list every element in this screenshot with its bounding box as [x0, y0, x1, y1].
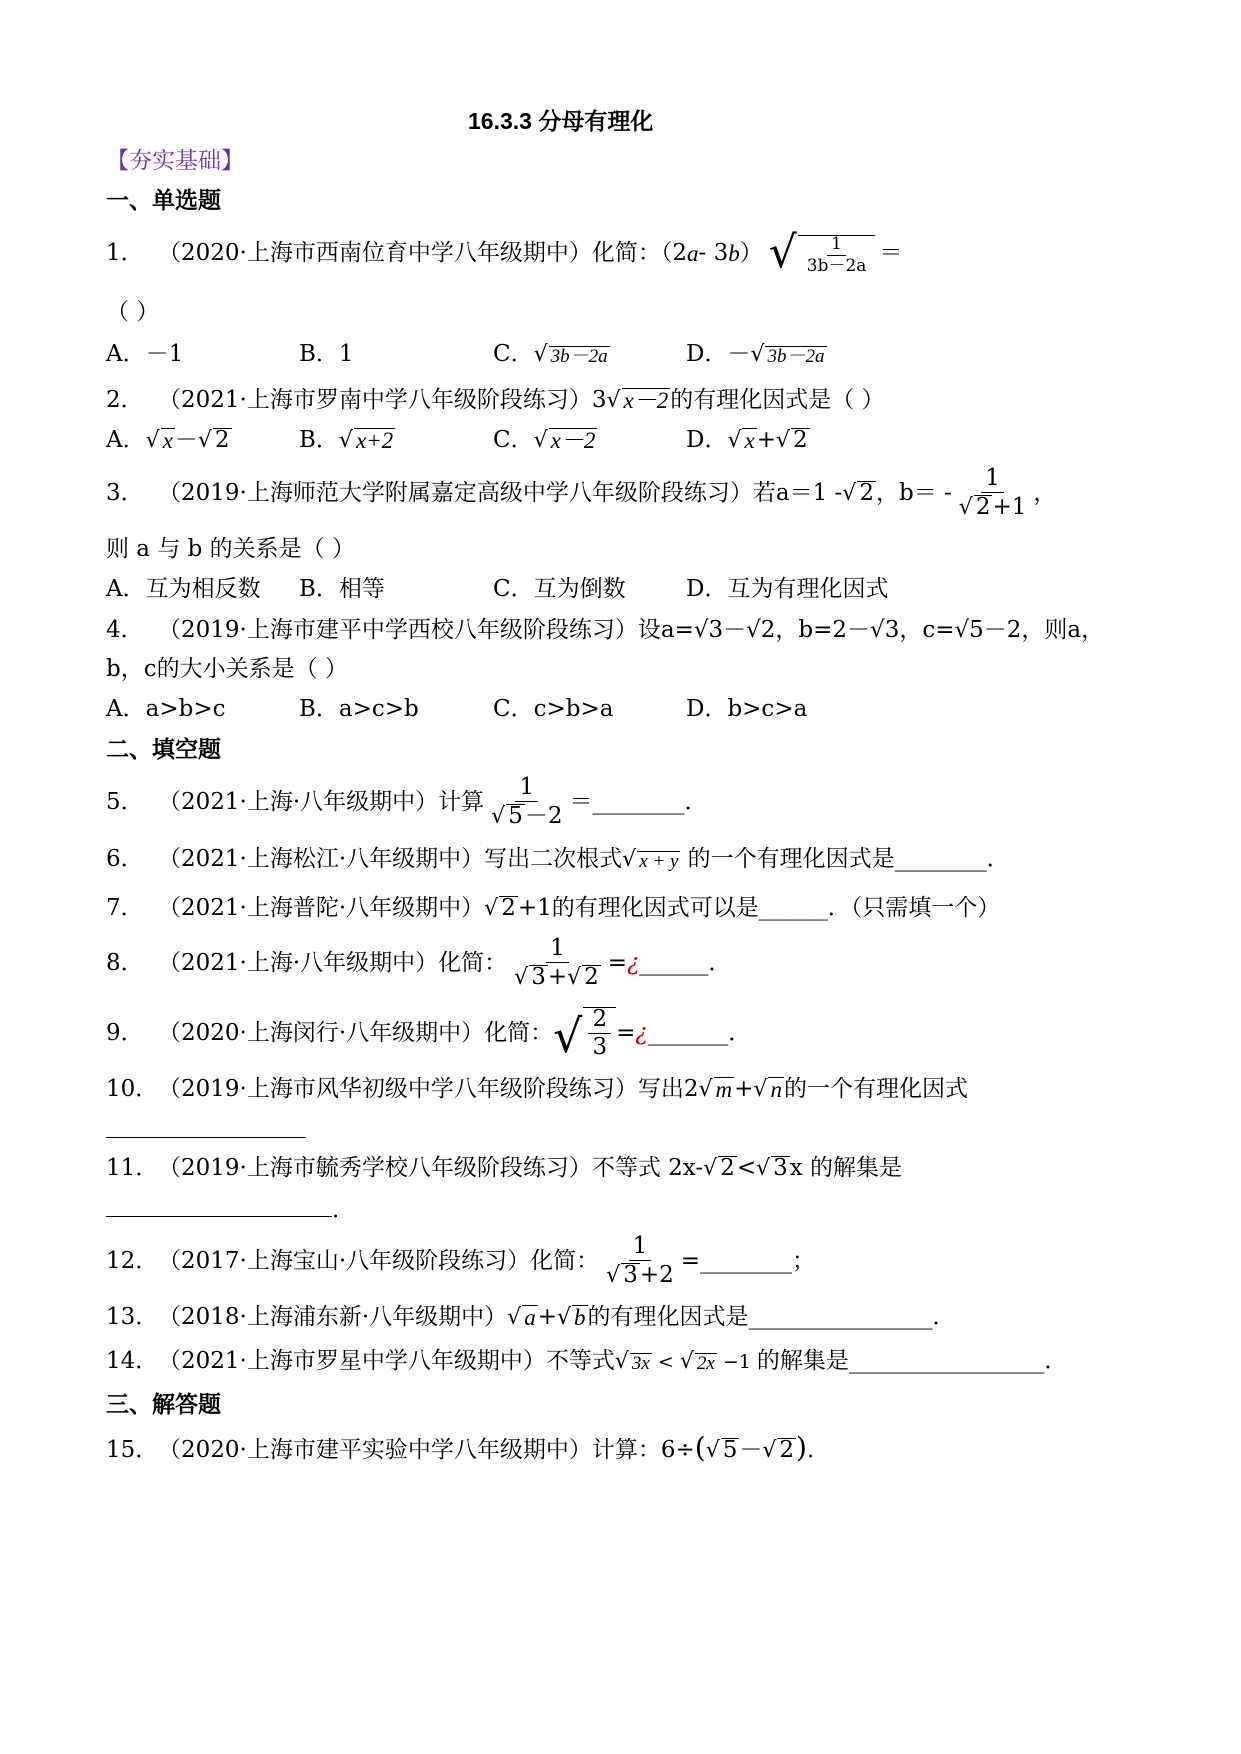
- question-3: 3． （2019·上海师范大学附属嘉定高级中学八年级阶段练习）若 a＝1 - √ 2 ，b＝ - 1 √ 2 +1 ，: [106, 465, 1057, 520]
- question-13: 13．（2018·上海浦东新·八年级期中） √ a + √ b 的有理化因式是________________．: [106, 1304, 956, 1330]
- question-14: 14．（2021·上海市罗星中学八年级期中）不等式 √ 3x < √ 2x −1 的解集是_________________．: [106, 1348, 1068, 1374]
- section-heading-solve: 三、解答题: [106, 1392, 221, 1418]
- question-source: （2021·上海普陀·八年级期中）: [158, 895, 485, 921]
- section-tag: 【夯实基础】: [106, 148, 244, 174]
- question-number: 1．: [106, 239, 144, 266]
- option-d[interactable]: D．b>c>a: [686, 696, 808, 722]
- option-a[interactable]: A． √ x － √ 2: [106, 427, 230, 453]
- option-b[interactable]: B． √ x+2: [299, 427, 394, 453]
- question-source: （2020·上海闵行·八年级期中）化简：: [158, 1019, 554, 1046]
- option-d[interactable]: D． √ x + √ 2: [686, 427, 808, 453]
- question-source: （2021·上海·八年级期中）计算: [158, 788, 485, 815]
- question-source: （2021·上海·八年级期中）化简：: [158, 949, 508, 976]
- option-d[interactable]: D．互为有理化因式: [686, 576, 889, 602]
- question-source: （2018·上海浦东新·八年级期中）: [158, 1304, 508, 1330]
- option-a[interactable]: A．互为相反数: [106, 576, 261, 602]
- question-8: 8． （2021·上海·八年级期中）化简： 1 √ 3 + √ 2 = ¿ ______．: [106, 935, 732, 990]
- options-row-1: [106, 343, 1006, 371]
- question-source: （2019·上海师范大学附属嘉定高级中学八年级阶段练习）若: [158, 479, 776, 506]
- question-source: （2020·上海市西南位育中学八年级期中）化简：（2: [158, 239, 687, 266]
- minus: - 3: [698, 239, 729, 266]
- answer-blank[interactable]: [106, 1117, 306, 1143]
- option-b[interactable]: B．相等: [299, 576, 385, 602]
- question-source: （2021·上海市罗星中学八年级期中）不等式: [158, 1348, 615, 1374]
- frac-numerator: 1: [827, 236, 846, 256]
- question-1: [106, 227, 903, 278]
- question-5: 5． （2021·上海·八年级期中）计算 1 √ 5 －2 ＝________．: [106, 774, 708, 829]
- var-a: a: [686, 240, 699, 266]
- var-b: b: [728, 240, 740, 266]
- frac-denominator: 3b－2a: [806, 256, 867, 276]
- option-a[interactable]: A．a>b>c: [106, 696, 226, 722]
- question-source: （2019·上海市风华初级中学八年级阶段练习）写出2: [158, 1076, 699, 1102]
- fraction: 1 √ 2 +1: [958, 465, 1027, 520]
- question-source: （2017·上海宝山·八年级阶段练习）化简：: [158, 1247, 600, 1274]
- option-c[interactable]: C．互为倒数: [493, 576, 626, 602]
- question-10: 10．（2019·上海市风华初级中学八年级阶段练习）写出2 √ m + √ n 的一个有理化因式: [106, 1076, 968, 1102]
- question-11: 11．（2019·上海市毓秀学校八年级阶段练习）不等式 2x- √ 2 < √ 3 x 的解集是: [106, 1155, 903, 1181]
- question-9: 9． （2020·上海闵行·八年级期中）化简： √ $\frac{2}{3}$ = ¿ _______．: [106, 1006, 752, 1063]
- option-b[interactable]: B．1: [299, 341, 354, 367]
- option-c[interactable]: C． √ x－2: [493, 427, 596, 453]
- option-c[interactable]: C．c>b>a: [493, 696, 614, 722]
- question-3-line2: 则 a 与 b 的关系是（ ）: [106, 536, 355, 562]
- question-2: 2． （2021·上海市罗南中学八年级阶段练习）3 √ x－2 的有理化因式是（ ）: [106, 387, 885, 413]
- question-7: 7． （2021·上海普陀·八年级期中） √ 2 +1的有理化因式可以是______．（只需填一个）: [106, 895, 1001, 921]
- question-source: （2020·上海市建平实验中学八年级期中）计算：6÷: [158, 1437, 695, 1463]
- question-4: 4． （2019·上海市建平中学西校八年级阶段练习）设a=√3－√2，b=2－√3，c=√5－2，则a，: [106, 617, 1105, 643]
- question-number: 2．: [106, 387, 144, 413]
- paren-close: ）: [739, 239, 763, 266]
- question-tail: 的有理化因式是（ ）: [670, 387, 885, 413]
- options-row-3: [106, 578, 1006, 606]
- section-heading-single-choice: 一、单选题: [106, 188, 221, 214]
- sqrt-fraction: √ $\frac{1}{3b-2a}$: [769, 231, 876, 275]
- question-source: （2019·上海市毓秀学校八年级阶段练习）不等式 2x-: [158, 1155, 704, 1181]
- question-6: 6． （2021·上海松江·八年级期中）写出二次根式 √ x + y 的一个有理化因式是________．: [106, 846, 1010, 872]
- question-expression: a=√3－√2，b=2－√3，c=√5－2，则a，: [660, 617, 1105, 643]
- option-a[interactable]: A．－1: [106, 341, 184, 367]
- options-row-4: [106, 698, 1006, 726]
- option-c[interactable]: C． √ 3b－2a: [493, 341, 608, 367]
- answer-paren: （ ）: [106, 299, 160, 325]
- equals: ＝: [879, 239, 903, 266]
- question-source: （2021·上海市罗南中学八年级阶段练习）3: [158, 387, 607, 413]
- question-12: 12． （2017·上海宝山·八年级阶段练习）化简： 1 √ 3 +2 =________；: [106, 1233, 816, 1288]
- question-source: （2021·上海松江·八年级期中）写出二次根式: [158, 846, 623, 872]
- question-15: 15．（2020·上海市建平实验中学八年级期中）计算：6÷( √ 5 － √ 2 )．: [106, 1431, 830, 1464]
- page-title: 16.3.3 分母有理化: [468, 108, 654, 134]
- answer-blank[interactable]: ．: [106, 1196, 355, 1222]
- option-d[interactable]: D．－ √ 3b－2a: [686, 341, 825, 367]
- question-source: （2019·上海市建平中学西校八年级阶段练习）设: [158, 617, 661, 643]
- option-b[interactable]: B．a>c>b: [299, 696, 419, 722]
- options-row-2: [106, 428, 1006, 456]
- question-4-line2: b，c的大小关系是（ ）: [106, 656, 348, 682]
- section-heading-fill-blank: 二、填空题: [106, 737, 221, 763]
